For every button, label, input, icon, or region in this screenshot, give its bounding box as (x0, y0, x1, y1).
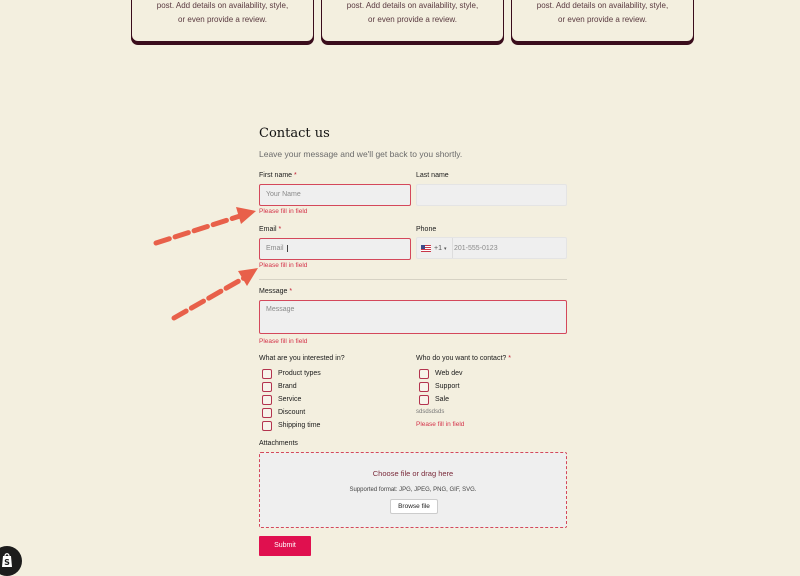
card-text-line-2: or even provide a review. (558, 15, 647, 24)
email-label (259, 226, 281, 233)
checkbox[interactable] (419, 382, 429, 392)
interest-option-product-types[interactable] (259, 368, 321, 379)
card-text-line-1: post. Add details on availability, style, (156, 1, 289, 10)
card-text-line-1: post. Add details on availability, style, (536, 1, 669, 10)
contact-option-web-dev[interactable] (416, 368, 463, 379)
checkbox[interactable] (262, 395, 272, 405)
last-name-label-text: Last name (416, 172, 449, 179)
shopify-bag-glyph (1, 552, 13, 568)
checkbox-label: Service (278, 396, 302, 403)
last-name-input[interactable] (416, 184, 567, 206)
contact-note: sdsdsdsds (416, 409, 445, 415)
interest-option-discount[interactable] (259, 407, 305, 418)
country-code: +1 (434, 245, 442, 252)
checkbox[interactable] (262, 408, 272, 418)
checkbox[interactable] (262, 369, 272, 379)
phone-input[interactable] (416, 237, 567, 259)
text-cursor-icon (287, 245, 288, 252)
phone-label (416, 226, 436, 233)
browse-file-button[interactable]: Browse file (390, 499, 438, 514)
message-label-text: Message (259, 288, 288, 295)
checkbox-label: Support (435, 383, 460, 390)
checkbox[interactable] (262, 421, 272, 431)
shopify-bag-icon[interactable] (0, 546, 22, 576)
product-card-2 (321, 0, 504, 42)
card-text-line-1: post. Add details on availability, style, (346, 1, 479, 10)
attachments-label: Attachments (259, 440, 298, 447)
us-flag-icon[interactable] (421, 245, 431, 252)
dropzone-formats: Supported format: JPG, JPEG, PNG, GIF, SVG. (349, 487, 477, 493)
annotation-arrow-icon (174, 268, 258, 318)
checkbox-label: Product types (278, 370, 321, 377)
card-text-line-2: or even provide a review. (368, 15, 457, 24)
email-label-text: Email (259, 226, 277, 233)
phone-placeholder: 201-555-0123 (454, 245, 498, 252)
country-code-selector[interactable] (434, 238, 446, 260)
checkbox-label: Brand (278, 383, 297, 390)
message-placeholder: Message (266, 306, 295, 313)
checkbox[interactable] (419, 395, 429, 405)
checkbox-label: Discount (278, 409, 306, 416)
page-title: Contact us (259, 126, 330, 141)
phone-label-text: Phone (416, 226, 437, 233)
email-placeholder: Email (266, 245, 284, 252)
message-label (259, 288, 292, 295)
required-asterisk: * (508, 355, 511, 362)
dropzone-title: Choose file or drag here (372, 469, 454, 478)
contact-option-sale[interactable] (416, 394, 449, 405)
contact-error: Please fill in field (416, 421, 465, 428)
required-asterisk: * (289, 288, 293, 295)
checkbox-label: Sale (435, 396, 450, 403)
phone-separator (452, 238, 453, 258)
product-card-1 (131, 0, 314, 42)
email-input[interactable] (259, 238, 411, 260)
interest-option-service[interactable] (259, 394, 301, 405)
card-text-line-2: or even provide a review. (178, 15, 267, 24)
required-asterisk: * (278, 226, 282, 233)
annotation-arrow-icon (156, 207, 256, 243)
form-divider (259, 279, 567, 280)
first-name-label-text: First name (259, 172, 293, 179)
interest-option-brand[interactable] (259, 381, 297, 392)
svg-text:S: S (4, 558, 10, 567)
checkbox[interactable] (262, 382, 272, 392)
first-name-input[interactable] (259, 184, 411, 206)
submit-button[interactable]: Submit (259, 536, 311, 556)
contact-label-text: Who do you want to contact? (416, 355, 507, 362)
file-dropzone[interactable] (259, 452, 567, 528)
contact-option-support[interactable] (416, 381, 460, 392)
required-asterisk: * (294, 172, 297, 179)
message-error: Please fill in field (259, 338, 308, 345)
first-name-label (259, 172, 297, 179)
checkbox-label: Shipping time (278, 422, 321, 429)
last-name-label (416, 172, 449, 179)
checkbox[interactable] (419, 369, 429, 379)
interest-option-shipping-time[interactable] (259, 420, 320, 431)
checkbox-label: Web dev (435, 370, 463, 377)
chevron-down-icon: ▾ (443, 246, 447, 252)
interests-label: What are you interested in? (259, 355, 345, 362)
contact-label (416, 355, 511, 362)
email-error: Please fill in field (259, 262, 308, 269)
first-name-placeholder: Your Name (266, 191, 301, 198)
message-textarea[interactable] (259, 300, 567, 334)
product-card-3 (511, 0, 694, 42)
page-subtitle: Leave your message and we'll get back to you shortly. (259, 149, 463, 159)
first-name-error: Please fill in field (259, 208, 308, 215)
